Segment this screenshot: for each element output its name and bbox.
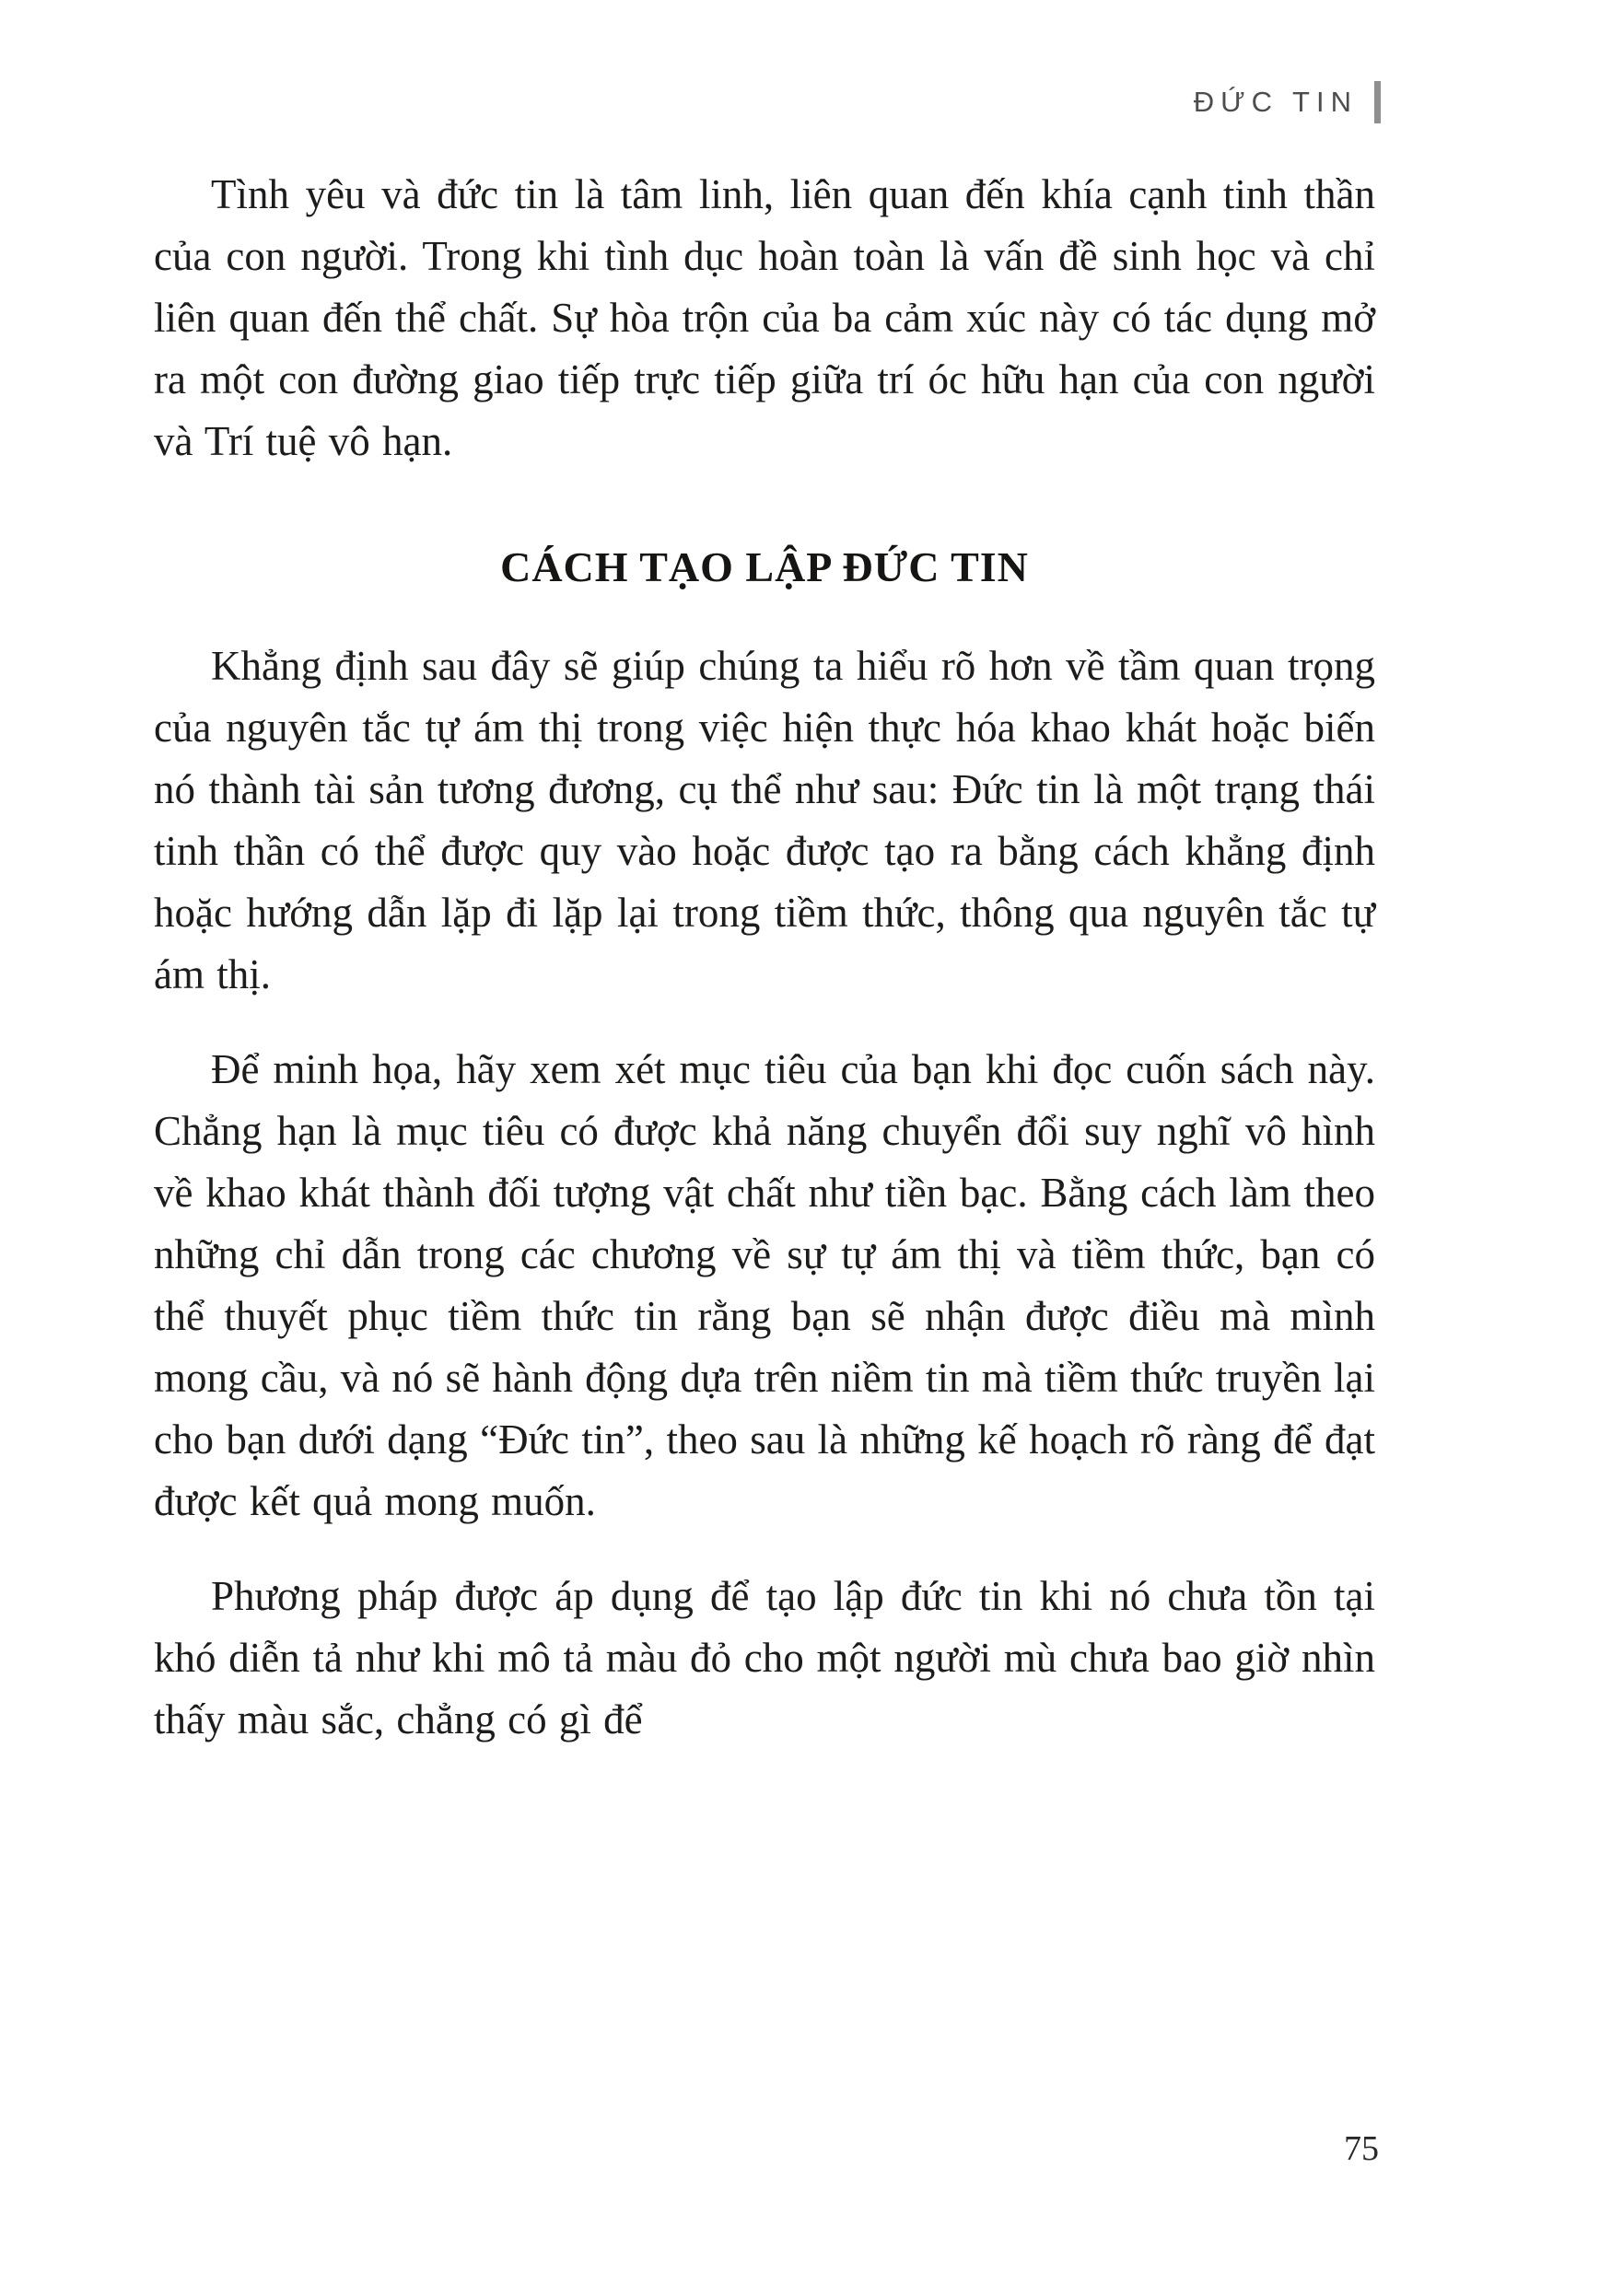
section-heading: CÁCH TẠO LẬP ĐỨC TIN [500,543,1029,590]
paragraph: Để minh họa, hãy xem xét mục tiêu của bạn khi đọc cuốn sách này. Chẳng hạn là mục tiêu có được khả năng chuyển đổi suy nghĩ vô hình về khao khát thành đối tượng vật chất như tiền bạc. Bằng cách làm theo những chỉ dẫn trong các chương về sự tự ám thị và tiềm thức, bạn có thể thuyết phục tiềm thức tin rằng bạn sẽ nhận được điều mà mình mong cầu, và nó sẽ hành động dựa trên niềm tin mà tiềm thức truyền lại cho bạn dưới dạng “Đức tin”, theo sau là những kế hoạch rõ ràng để đạt được kết quả mong muốn. [154,1046,1375,1524]
page-number: 75 [1344,2129,1379,2168]
paragraph: Khẳng định sau đây sẽ giúp chúng ta hiểu rõ hơn về tầm quan trọng của nguyên tắc tự ám thị trong việc hiện thực hóa khao khát hoặc biến nó thành tài sản tương đương, cụ thể như sau: Đức tin là một trạng thái tinh thần có thể được quy vào hoặc được tạo ra bằng cách khẳng định hoặc hướng dẫn lặp đi lặp lại trong tiềm thức, thông qua nguyên tắc tự ám thị. [154,643,1375,997]
paragraph: Phương pháp được áp dụng để tạo lập đức tin khi nó chưa tồn tại khó diễn tả như khi mô tả màu đỏ cho một người mù chưa bao giờ nhìn thấy màu sắc, chẳng có gì để [154,1573,1375,1742]
running-header-title: ĐỨC TIN [1193,86,1358,118]
header-rule [1374,81,1381,123]
running-header [1194,81,1381,123]
page-text-block [154,164,1375,1784]
intro-paragraph: Tình yêu và đức tin là tâm linh, liên quan đến khía cạnh tinh thần của con người. Trong khi tình dục hoàn toàn là vấn đề sinh học và chỉ liên quan đến thể chất. Sự hòa trộn của ba cảm xúc này có tác dụng mở ra một con đường giao tiếp trực tiếp giữa trí óc hữu hạn của con người và Trí tuệ vô hạn. [154,171,1375,464]
